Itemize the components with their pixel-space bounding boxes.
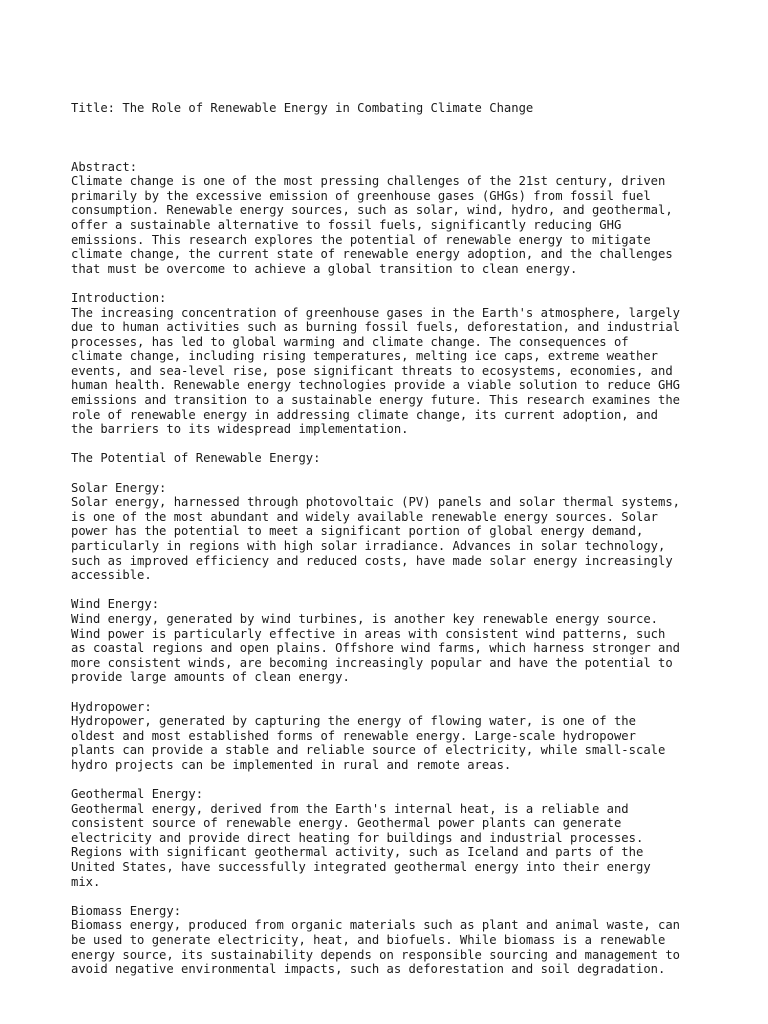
paragraph-line: be used to generate electricity, heat, and biofuels. While biomass is a renewable bbox=[71, 933, 666, 948]
section bbox=[71, 481, 711, 583]
paragraph-line: climate change, the current state of renewable energy adoption, and the challenges bbox=[71, 247, 673, 262]
section-heading: The Potential of Renewable Energy: bbox=[71, 451, 321, 466]
paragraph-line: primarily by the excessive emission of greenhouse gases (GHGs) from fossil fuel bbox=[71, 188, 651, 203]
paragraph-line: hydro projects can be implemented in rural and remote areas. bbox=[71, 757, 512, 772]
paragraph-line: Wind power is particularly effective in areas with consistent wind patterns, such bbox=[71, 626, 666, 641]
paragraph-line: climate change, including rising temperatures, melting ice caps, extreme weather bbox=[71, 349, 658, 364]
paragraph-line: such as improved efficiency and reduced costs, have made solar energy increasingly bbox=[71, 553, 673, 568]
section-heading: Abstract: bbox=[71, 159, 138, 174]
paragraph-line: plants can provide a stable and reliable source of electricity, while small-scale bbox=[71, 743, 666, 758]
paragraph-line: human health. Renewable energy technologies provide a viable solution to reduce GHG bbox=[71, 378, 681, 393]
document-sections bbox=[71, 160, 711, 977]
paragraph-line: Climate change is one of the most pressing challenges of the 21st century, driven bbox=[71, 174, 666, 189]
section bbox=[71, 160, 711, 277]
paragraph-line: emissions. This research explores the potential of renewable energy to mitigate bbox=[71, 232, 651, 247]
paragraph-line: oldest and most established forms of renewable energy. Large-scale hydropower bbox=[71, 728, 636, 743]
paragraph-line: United States, have successfully integrated geothermal energy into their energy bbox=[71, 860, 651, 875]
paragraph-line: Wind energy, generated by wind turbines, is another key renewable energy source. bbox=[71, 611, 658, 626]
paragraph-line: provide large amounts of clean energy. bbox=[71, 670, 350, 685]
section bbox=[71, 787, 711, 889]
paragraph-line: that must be overcome to achieve a global transition to clean energy. bbox=[71, 261, 578, 276]
section bbox=[71, 451, 711, 466]
section-heading: Hydropower: bbox=[71, 699, 152, 714]
section bbox=[71, 291, 711, 437]
paragraph-line: Biomass energy, produced from organic materials such as plant and animal waste, can bbox=[71, 918, 681, 933]
paragraph-line: avoid negative environmental impacts, such as deforestation and soil degradation. bbox=[71, 962, 666, 977]
paragraph-line: accessible. bbox=[71, 568, 152, 583]
paragraph-line: Geothermal energy, derived from the Earth's internal heat, is a reliable and bbox=[71, 801, 629, 816]
section bbox=[71, 597, 711, 685]
paragraph-line: Hydropower, generated by capturing the energy of flowing water, is one of the bbox=[71, 714, 636, 729]
paragraph-line: emissions and transition to a sustainable energy future. This research examines the bbox=[71, 393, 681, 408]
paragraph-line: mix. bbox=[71, 874, 101, 889]
document-title-block bbox=[71, 87, 711, 131]
paragraph-line: energy source, its sustainability depends on responsible sourcing and management to bbox=[71, 947, 681, 962]
paragraph-line: offer a sustainable alternative to fossil fuels, significantly reducing GHG bbox=[71, 217, 622, 232]
section-heading: Wind Energy: bbox=[71, 597, 160, 612]
document-body bbox=[71, 72, 711, 1006]
section-heading: Introduction: bbox=[71, 290, 167, 305]
section bbox=[71, 700, 711, 773]
paragraph-line: particularly in regions with high solar irradiance. Advances in solar technology, bbox=[71, 539, 666, 553]
paragraph-line: the barriers to its widespread implementation. bbox=[71, 422, 409, 437]
paragraph-line: as coastal regions and open plains. Offshore wind farms, which harness stronger and bbox=[71, 641, 681, 656]
paragraph-line: due to human activities such as burning fossil fuels, deforestation, and industrial bbox=[71, 320, 681, 335]
paragraph-line: power has the potential to meet a significant portion of global energy demand, bbox=[71, 524, 644, 539]
paragraph-line: processes, has led to global warming and climate change. The consequences of bbox=[71, 334, 629, 349]
paragraph-line: Solar energy, harnessed through photovoltaic (PV) panels and solar thermal systems, bbox=[71, 495, 681, 510]
section bbox=[71, 904, 711, 977]
section-heading: Biomass Energy: bbox=[71, 903, 182, 918]
section-heading: Geothermal Energy: bbox=[71, 787, 204, 802]
paragraph-line: Regions with significant geothermal activity, such as Iceland and parts of the bbox=[71, 845, 644, 860]
paragraph-line: The increasing concentration of greenhouse gases in the Earth's atmosphere, largely bbox=[71, 305, 681, 320]
paragraph-line: consumption. Renewable energy sources, such as solar, wind, hydro, and geothermal, bbox=[71, 203, 673, 218]
paragraph-line: electricity and provide direct heating for buildings and industrial processes. bbox=[71, 830, 644, 845]
paragraph-line: events, and sea-level rise, pose significant threats to ecosystems, economies, and bbox=[71, 363, 673, 378]
paragraph-line: role of renewable energy in addressing climate change, its current adoption, and bbox=[71, 407, 658, 422]
paragraph-line: consistent source of renewable energy. Geothermal power plants can generate bbox=[71, 816, 622, 831]
paragraph-line: is one of the most abundant and widely available renewable energy sources. Solar bbox=[71, 509, 658, 524]
document-title: Title: The Role of Renewable Energy in Combating Climate Change bbox=[71, 101, 534, 116]
section-heading: Solar Energy: bbox=[71, 480, 167, 495]
paragraph-line: more consistent winds, are becoming increasingly popular and have the potential to bbox=[71, 655, 673, 670]
